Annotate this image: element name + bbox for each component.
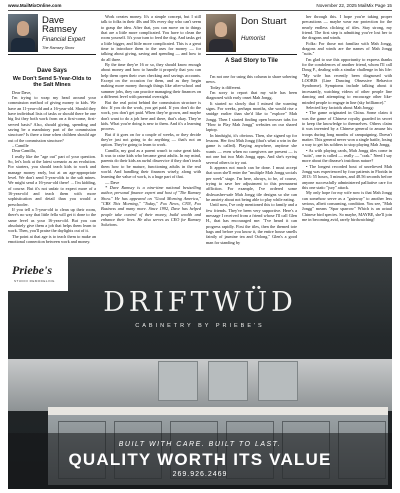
paragraph: – Camille [12, 142, 29, 148]
paragraph: The point at that age is to teach them to make an emotional connection between work and money. [8, 233, 96, 245]
page-info: November 22, 2025 MailMix Page 15 [316, 3, 392, 8]
kitchen-countertop-image [48, 407, 388, 415]
paragraph: If you tell a 5-year-old to clean up their room, there's no way that little fella will get it done to the same level as your 16-year-old. But you can absolutely give them a job that helps them learn to work. Then, you'll praise the daylights out of it. [8, 207, 96, 234]
photo-face [215, 22, 227, 37]
paragraph: My only hope for my wife now is that Mah Jongg can somehow serve as a "gateway" to another less serious, albeit consuming, condition. You see, "Mah Jongg" means "Spar sparrow" Which is an actual Chinese bird species. So maybe, MAYBE, she'll join me in becoming avid, rarely birdwatching! [302, 190, 392, 223]
ad-phone-number[interactable]: 269.926.2469 [172, 471, 228, 478]
paragraph: • The longest recorded bout of unrelieved Mah Jongg was experienced by four patients in Florida in 2013: 55 hours, 3 minutes, and 48.56 seconds before anyone successfully administered palliative care for this one static "jury" attack. [302, 163, 392, 190]
paragraph: I really like the "age out" part of your question. So, let's look at the latest scenario as an evolution. For starters, you should teach kids to work and manage money early, but at an age-appropriate level. We don't send 5-year-olds to the salt mines. We might send a 16-year-old there! ... I'm kidding, of course. But it's not unfair to expect more of a 16-year-old and teach them with more sophistication and detail than you would a preschooler. [8, 153, 96, 207]
paragraph: • As with playing cards, Mah Jongg tiles come in "suits", one is called — really — "crak." Need I say more about the disease's insidious nature? [302, 147, 392, 164]
paragraph: But if it goes on for a couple of weeks, or they decide they're just not going to do anything — that's not an option. They're going to learn to work. [101, 131, 201, 148]
paragraph: Dear Camilla, [12, 148, 36, 154]
kitchen-upper-cabinets-image [8, 359, 392, 411]
ad-tagline-big: QUALITY WORTH ITS VALUE [68, 450, 332, 469]
column-heading: A Sad Story to Tile [224, 58, 278, 64]
paragraph: I'm not one for using this column to share sobering news. [206, 74, 297, 85]
author-header-ramsey [8, 14, 96, 65]
cabinetry-advertisement[interactable] [8, 257, 392, 489]
paragraph: Folks: For those not familiar with Mah Jongg, dragons and winds are the names of Mah Jongg "suits." [302, 40, 392, 57]
author-name: Don Stuart [241, 16, 287, 27]
paragraph: I'm glad to use this opportunity to express thanks for the condolences of another friend, whom I'll call Doug F., dealing with a similar challenge in his life: "My wife has recently been diagnosed with LOOBIS (Line Dancing Obsessive Behavior Syndrome). Symptoms include talking about it incessantly, watching videos of other people line dancing and attempting to encourage other like-minded people to engage in line (sky brilliance)." [302, 56, 392, 105]
photo-face [17, 21, 29, 36]
photo-shirt [209, 39, 233, 52]
header-divider [206, 54, 297, 55]
author-role: Financial Expert [42, 37, 86, 43]
paragraph: • The game originated in China. Some claim it was the game of Chinese royalty guarded in secret to keep the knowledge to themselves. Others claim it was invented by a Chinese general to amuse his troops during long months of campaigning. Doesn't matter. This general never won a single battle, losing a way to get his soldiers to stop playing Mah Jongg. [302, 110, 392, 148]
brand-logo-sub: CABINETRY BY PRIEBE'S [135, 323, 265, 329]
author-photo-ramsey [8, 14, 38, 52]
store-logo-sub: STUDIO REMODELING [14, 279, 55, 283]
paragraph: But the real point behind the commission structure is this: If you do the work, you get paid. If you don't do the work, you don't get paid. When they're grown, and maybe don't want to do a job here and there, that's okay. They're kids. What you're doing is new to them. And it's a learning process. [101, 99, 201, 132]
signoff: — Dave [105, 179, 120, 185]
paragraph: Until now, I've only mentioned this to family and a few friends. They've been very supportive. Here's a message I received from a friend whose I'll call Glen H., that has encouraged me: "I've heard it can progress rapidly. First the tiles, then the themed tote bags and before you know it, the entire house smells faintly of jasmine tea and Oolong." Glen's a good man for standing by [206, 202, 297, 245]
author-photo-stuart [206, 14, 236, 52]
paragraph: Today is different. [210, 84, 242, 90]
author-show: The Ramsey Show [42, 46, 75, 50]
ad-tagline-small: BUILT WITH CARE. BUILT TO LAST. [118, 441, 282, 448]
humor-column-continued [302, 14, 392, 252]
author-bio: * Dave Ramsey is a nine-time national bestselling author, personal finance expert and host of "The Ramsey Show." He has appeared on "Good Morning America," "CBS This Morning," "Today," Fox News, CNN, Fox Business and many more. Since 1992, Dave has helped people take control of their money, build wealth and enhance their lives. He also serves as CEO for Ramsey Solutions. [101, 185, 201, 228]
header-divider [8, 54, 96, 55]
cabinet-panel [158, 361, 198, 401]
paragraph: By the time they're 16 or so, they should know enough about money and how to handle it properly that you can help them open their own checking and savings accounts. Except on the occasion for them, and as they begin making more money through things like after-school and summer jobs, they can practice managing their finances on a different level with parental oversight. [101, 62, 201, 100]
humor-column [206, 14, 297, 252]
cabinet-panel [258, 361, 298, 401]
author-name: Dave Ramsey [42, 15, 77, 35]
cabinet-panel [208, 361, 248, 401]
paragraph: Work creates money. It's a simple concept, but I still talk to folks in their 40s and 50s every day who can't seem to grasp the idea. After that, you can move on to things that are a little more complicated. You have to clean the room yourself. It's your turn to feed the dog. And tasks get a little bigger, and little more complicated. This is a great time to introduce them to the uses for money — for talking about giving, saving and spending — and how to do all three. [101, 14, 201, 62]
paragraph: I'm sorry to report that my wife has been diagnosed with early onset Mah Jongg. [206, 90, 297, 101]
paragraph: Selected key factoids about Mah Jongg: [306, 104, 374, 110]
brand-logo: DRIFTWÜD [103, 287, 297, 318]
store-logo: Priebe's [12, 263, 52, 277]
header-rule [8, 10, 392, 11]
paragraph: I'm trying to wrap my head around your commission method of giving money to kids. We have an 11-year-old and a 16-year-old. Should they have individual lists of tasks or should there be one big list they both work from on a first-come, first-served basis? Also, should giving, spending and saving be a mandatory part of the commission structure? Is there a time when children should age out of the commission structure? [8, 94, 96, 143]
column-subheading: We Don't Send 5-Year-Olds to the Salt Mines [12, 75, 92, 88]
dave-says-continued [101, 14, 201, 252]
paragraph: Dear Dave, [12, 89, 32, 95]
paragraph: It started so slowly that I missed the warning signs. For weeks, perhaps months, she would rise a smidge earlier than she'd like to "explore" Mah Jongg. Then I started finding open browser tabs for "How to Play Mah Jongg" websites on our shared laptop. [206, 100, 297, 133]
paragraph: In hindsight, it's obvious. Then, she signed up for lessons. Her first Mah Jongg (that's what a win in the game is called). Playing anywhere, anytime she wants — even when no caregivers are present — is not one but two Mah Jongg apps. And she's eyeing several others to try out. [206, 132, 297, 165]
paragraph: her through this. I hope you're taking proper precautions — maybe wear ear protection for the nearly endless clicking of tiles. Stay strong, my friend. The first step is admitting you've lost her to the dragons and winds. [302, 14, 392, 41]
author-header-stuart [206, 14, 297, 72]
site-url[interactable]: www.MailMixOnline.com [8, 3, 62, 8]
photo-shirt [11, 38, 35, 52]
dave-says-column [8, 14, 96, 252]
author-role: Humorist [241, 36, 266, 42]
paragraph: Camilla, my goal as a parent wasn't to raise great kids. It was to raise kids who became great adults. In my mind, parents do their kids an awful disservice if they don't teach them how to be mature, functioning adults in the real world. And handling their finances wisely, along with learning the value of work, is a huge part of that. [101, 147, 201, 180]
column-heading: Dave Says [36, 68, 68, 74]
store-logo-box [8, 257, 68, 291]
paragraph: It appears not much can be done. I must accept that soon she'll enter the "multiple Mah Jongg socials per week" stage. I'm here, always, to be, of course, trying to save her adjustment to this permanent affliction. For example, I've ordered some dishwasher-safe Mah Jongg tile designs so she can be anxiety about not being able to play while eating. [206, 164, 297, 202]
